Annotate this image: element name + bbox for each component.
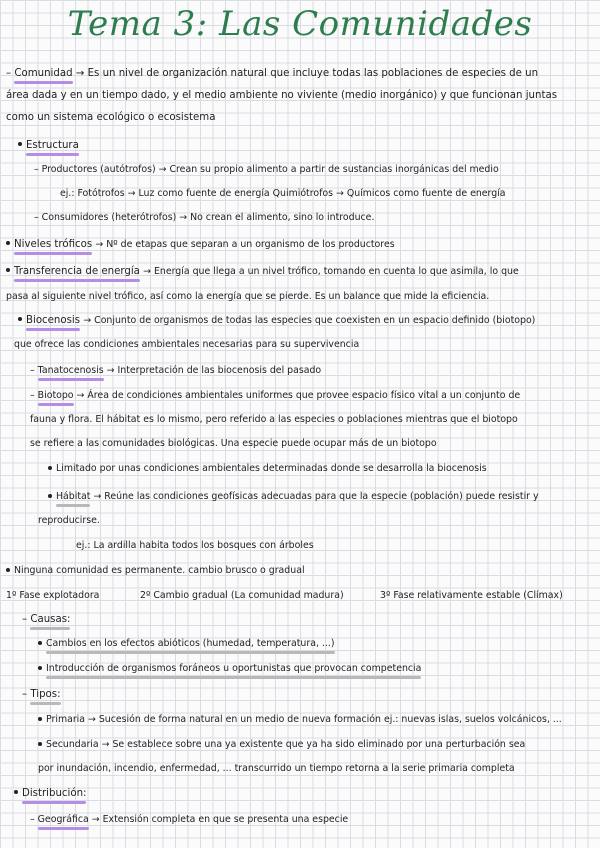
tipo-secundaria-2: por inundación, incendio, enfermedad, ... transcurrido un tiempo retorna a la serie primaria completa (38, 763, 515, 774)
estructura-label: Estructura (26, 140, 79, 151)
fototrofos-example: ej.: Fotótrofos → Luz como fuente de energía Quimiótrofos → Químicos como fuente de energía (60, 188, 506, 199)
dash-marker: – (22, 614, 31, 625)
biocenosis-line-1 (18, 314, 535, 328)
habitat-line-1 (48, 490, 539, 504)
page-title: Tema 3: Las Comunidades (67, 4, 533, 44)
biocenosis-line-2: que ofrece las condiciones ambientales necesarias para su supervivencia (14, 339, 360, 350)
primaria-text: Primaria → Sucesión de forma natural en un medio de nueva formación ej.: nuevas islas, suelos volcánicos, ... (46, 714, 562, 725)
biotopo-line-1 (30, 389, 520, 403)
causa-1-text: Cambios en los efectos abióticos (humedad, temperatura, ...) (46, 638, 335, 649)
tipos-label: Tipos: (30, 689, 61, 700)
biotopo-text-1: → Área de condiciones ambientales uniformes que provee espacio físico vital a un conjunto de (76, 390, 521, 401)
geografica-label: Geográfica (37, 814, 89, 825)
comunidad-term: Comunidad (14, 68, 73, 79)
habitat-label: Hábitat (56, 491, 91, 502)
niveles-label: Niveles tróficos (14, 239, 93, 250)
transferencia-text-1: → Energía que llega a un nivel trófico, tomando en cuenta lo que asimila, lo que (143, 266, 519, 277)
transferencia-label: Transferencia de energía (14, 266, 140, 277)
biotopo-line-3: se refiere a las comunidades biológicas. Una especie puede ocupar más de un biotopo (30, 438, 437, 449)
bullet-dot (6, 568, 10, 572)
dash-marker: – (30, 390, 38, 401)
estructura-heading (18, 139, 79, 153)
biocenosis-label: Biocenosis (26, 315, 81, 326)
tipos-heading (22, 688, 61, 702)
tipo-primaria (38, 713, 562, 727)
sucesion-text: Ninguna comunidad es permanente. cambio brusco o gradual (14, 565, 305, 576)
comunidad-line-2: área dada y en un tiempo dado, y el medio ambiente no viviente (medio inorgánico) y que funcionan juntas (6, 90, 558, 101)
limitado-line (48, 462, 487, 476)
bullet-dot (48, 494, 52, 498)
fase-1: 1º Fase explotadora (6, 590, 100, 601)
sucesion-line (6, 564, 305, 578)
distribucion-heading (14, 787, 86, 801)
bullet-dot (38, 717, 42, 721)
arrow: → (75, 68, 85, 79)
causa-1 (38, 637, 335, 651)
bullet-dot (18, 142, 22, 146)
productores-line: – Productores (autótrofos) → Crean su propio alimento a partir de sustancias inorgánicas del medio (34, 164, 499, 175)
geografica-text: → Extensión completa en que se presenta una especie (91, 814, 349, 825)
bullet-dot (38, 742, 42, 746)
tipo-secundaria-1 (38, 738, 525, 752)
bullet-dot (6, 241, 10, 245)
secundaria-text-1: Secundaria → Se establece sobre una ya existente que ya ha sido eliminado por una perturbación sea (46, 739, 526, 750)
causa-2 (38, 662, 421, 676)
tanatocenosis-text: → Interpretación de las biocenosis del pasado (106, 365, 322, 376)
habitat-text-1: → Reúne las condiciones geofísicas adecuadas para que la especie (población) puede resistir y (93, 491, 539, 502)
geografica-line (30, 813, 348, 827)
bullet-dot (48, 466, 52, 470)
transferencia-line-1 (6, 265, 519, 279)
biocenosis-text-1: → Conjunto de organismos de todas las especies que coexisten en un espacio definido (biotopo) (83, 315, 536, 326)
bullet-dot (18, 317, 22, 321)
fase-2: 2º Cambio gradual (La comunidad madura) (140, 590, 344, 601)
dash-marker: – (30, 814, 38, 825)
bullet-dot (6, 268, 10, 272)
tanatocenosis-line (30, 364, 321, 378)
dash-marker: – (6, 68, 15, 79)
causas-heading (22, 613, 70, 627)
habitat-line-2: reproducirse. (38, 515, 100, 526)
limitado-text: Limitado por unas condiciones ambientales determinadas donde se desarrolla la biocenosis (56, 463, 487, 474)
bullet-dot (14, 790, 18, 794)
comunidad-line-3: como un sistema ecológico o ecosistema (6, 112, 216, 123)
comunidad-text-1: Es un nivel de organización natural que incluye todas las poblaciones de especies de un (87, 68, 539, 79)
comunidad-line-1 (6, 67, 538, 81)
causas-label: Causas: (30, 614, 71, 625)
bullet-dot (38, 666, 42, 670)
bullet-dot (38, 641, 42, 645)
causa-2-text: Introducción de organismos foráneos u oportunistas que provocan competencia (46, 663, 422, 674)
consumidores-line: – Consumidores (heterótrofos) → No crean el alimento, sino lo introduce. (34, 212, 375, 223)
biotopo-line-2: fauna y flora. El hábitat es lo mismo, pero referido a las especies o poblaciones mientras que el biotopo (30, 414, 518, 425)
biotopo-label: Biotopo (37, 390, 74, 401)
niveles-line (6, 238, 395, 252)
transferencia-line-2: pasa al siguiente nivel trófico, así como la energía que se pierde. Es un balance que mide la eficiencia. (6, 291, 490, 302)
dash-marker: – (30, 365, 38, 376)
distribucion-label: Distribución: (22, 788, 87, 799)
niveles-text: → Nº de etapas que separan a un organismo de los productores (95, 239, 395, 250)
fase-3: 3º Fase relativamente estable (Clímax) (380, 590, 563, 601)
tanatocenosis-label: Tanatocenosis (37, 365, 104, 376)
habitat-example: ej.: La ardilla habita todos los bosques con árboles (76, 540, 314, 551)
dash-marker: – (22, 689, 31, 700)
